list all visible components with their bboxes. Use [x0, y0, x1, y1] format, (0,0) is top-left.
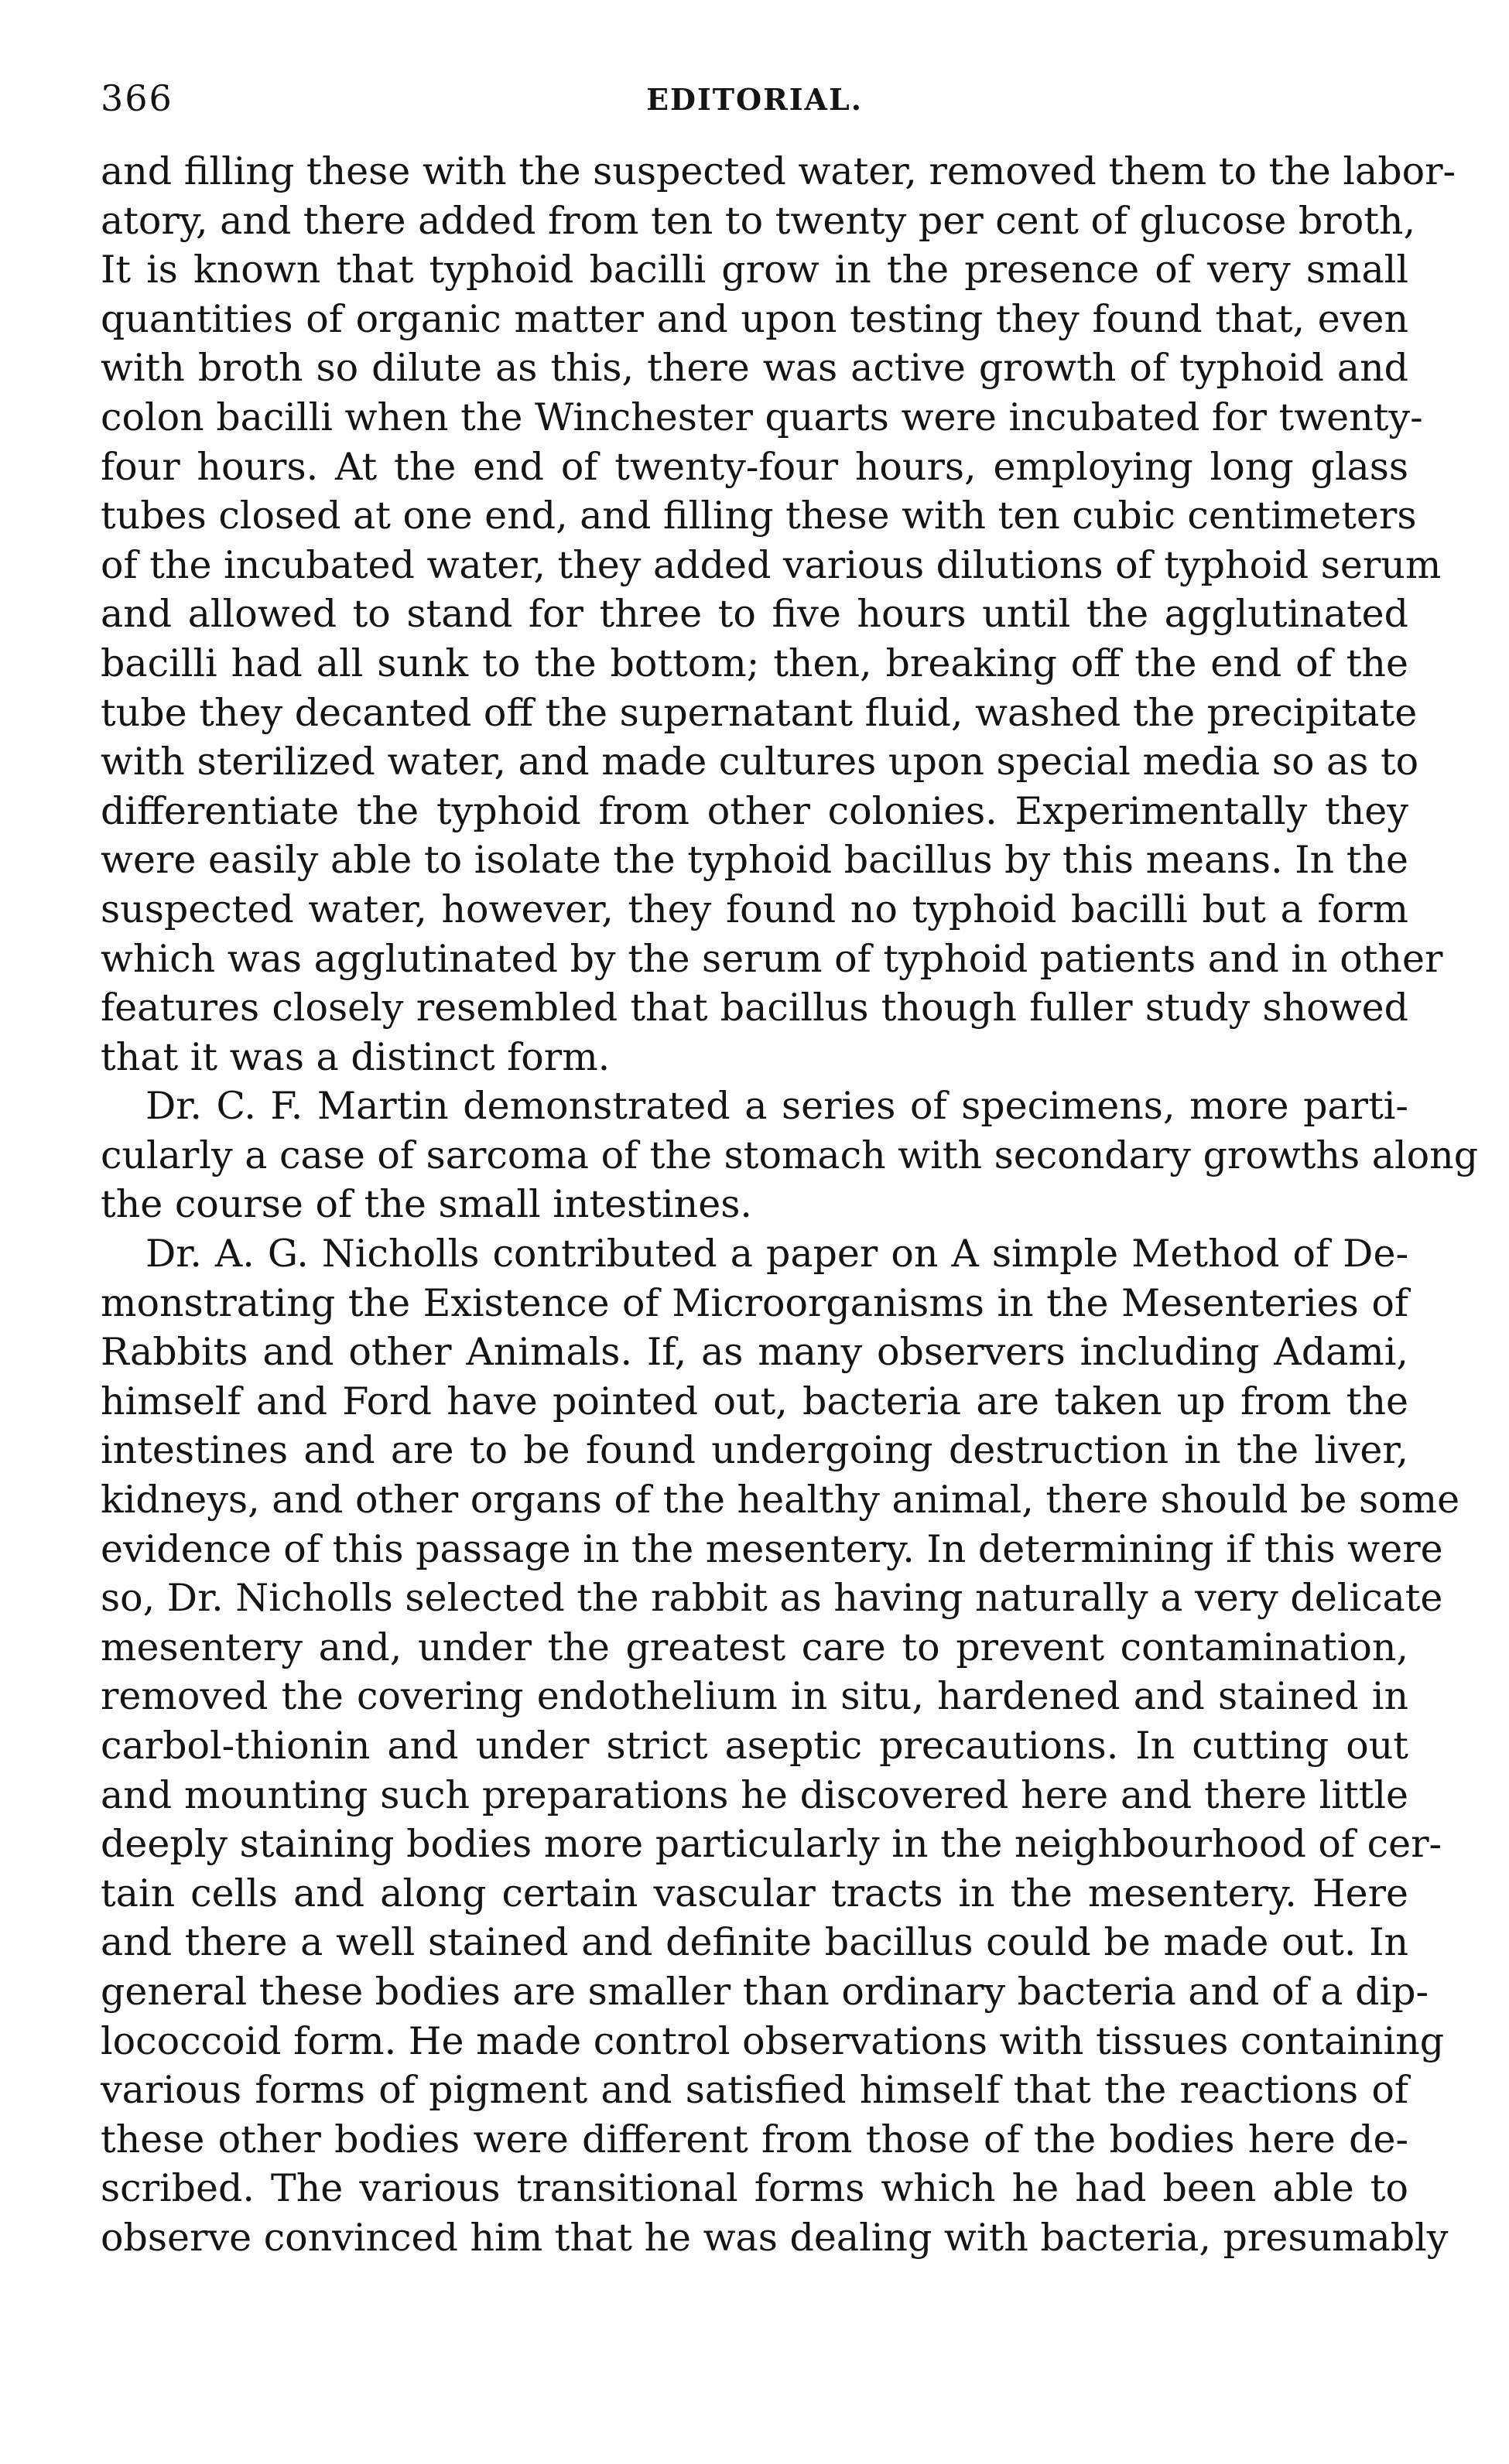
text-line: the course of the small intestines. [101, 1182, 752, 1227]
text-line: Rabbits and other Animals. If, as many observers including Adami, [101, 1330, 1408, 1375]
text-line: four hours. At the end of twenty-four hours, employing long glass [101, 444, 1408, 489]
text-line: observe convinced him that he was dealing with bacteria, presumably [101, 2215, 1449, 2260]
text-line: lococcoid form. He made control observations with tissues containing [101, 2018, 1445, 2063]
text-line: tain cells and along certain vascular tracts in the mesentery. Here [101, 1871, 1408, 1915]
text-line: Dr. A. G. Nicholls contributed a paper on A simple Method of De- [145, 1232, 1408, 1276]
text-line: atory, and there added from ten to twenty per cent of glucose broth, [101, 198, 1416, 243]
text-line: carbol-thionin and under strict aseptic precautions. In cutting out [101, 1724, 1408, 1768]
text-line: that it was a distinct form. [101, 1034, 611, 1079]
text-line: removed the covering endothelium in situ, hardened and stained in [101, 1674, 1408, 1719]
text-line: scribed. The various transitional forms which he had been able to [101, 2166, 1408, 2211]
text-line: quantities of organic matter and upon testing they found that, even [101, 296, 1408, 341]
text-line: of the incubated water, they added various dilutions of typhoid serum [101, 542, 1442, 587]
page-header [101, 77, 1408, 124]
text-line: features closely resembled that bacillus though fuller study showed [101, 986, 1408, 1030]
text-line: suspected water, however, they found no typhoid bacilli but a form [101, 887, 1408, 931]
text-line: mesentery and, under the greatest care to prevent contamination, [101, 1625, 1408, 1669]
text-line: deeply staining bodies more particularly in the neighbourhood of cer- [101, 1822, 1442, 1867]
text-line: tube they decanted off the supernatant fluid, washed the precipitate [101, 690, 1418, 735]
text-line: Dr. C. F. Martin demonstrated a series of specimens, more parti- [145, 1084, 1408, 1129]
text-line: with sterilized water, and made cultures upon special media so as to [101, 740, 1419, 784]
text-line: and allowed to stand for three to five hours until the agglutinated [101, 592, 1408, 637]
body-text [101, 147, 1479, 2263]
page-number: 366 [101, 77, 173, 119]
text-line: tubes closed at one end, and filling these with ten cubic centimeters [101, 494, 1417, 538]
text-line: intestines and are to be found undergoing destruction in the liver, [101, 1428, 1408, 1473]
text-line: bacilli had all sunk to the bottom; then, breaking off the end of the [101, 641, 1408, 685]
text-line: were easily able to isolate the typhoid bacillus by this means. In the [101, 838, 1408, 883]
running-head: EDITORIAL. [646, 82, 863, 117]
text-line: It is known that typhoid bacilli grow in the presence of very small [101, 248, 1408, 292]
text-line: various forms of pigment and satisfied himself that the reactions of [101, 2068, 1408, 2113]
text-line: these other bodies were different from those of the bodies here de- [101, 2117, 1408, 2162]
text-line: cularly a case of sarcoma of the stomach with secondary growths along [101, 1133, 1479, 1177]
text-line: general these bodies are smaller than ordinary bacteria and of a dip- [101, 1969, 1429, 2014]
text-line: kidneys, and other organs of the healthy animal, there should be some [101, 1478, 1460, 1522]
text-line: and mounting such preparations he discovered here and there little [101, 1772, 1408, 1817]
text-line: which was agglutinated by the serum of typhoid patients and in other [101, 936, 1443, 981]
text-line: monstrating the Existence of Microorganisms in the Mesenteries of [101, 1280, 1408, 1325]
text-line: and there a well stained and definite bacillus could be made out. In [101, 1920, 1408, 1965]
text-line: so, Dr. Nicholls selected the rabbit as having naturally a very delicate [101, 1576, 1443, 1621]
text-line: colon bacilli when the Winchester quarts were incubated for twenty- [101, 395, 1423, 439]
text-line: with broth so dilute as this, there was active growth of typhoid and [101, 346, 1408, 391]
text-line: and filling these with the suspected water, removed them to the labor- [101, 149, 1456, 193]
text-line: evidence of this passage in the mesentery. In determining if this were [101, 1526, 1443, 1571]
text-line: himself and Ford have pointed out, bacteria are taken up from the [101, 1379, 1408, 1423]
text-line: differentiate the typhoid from other colonies. Experimentally they [101, 788, 1408, 833]
